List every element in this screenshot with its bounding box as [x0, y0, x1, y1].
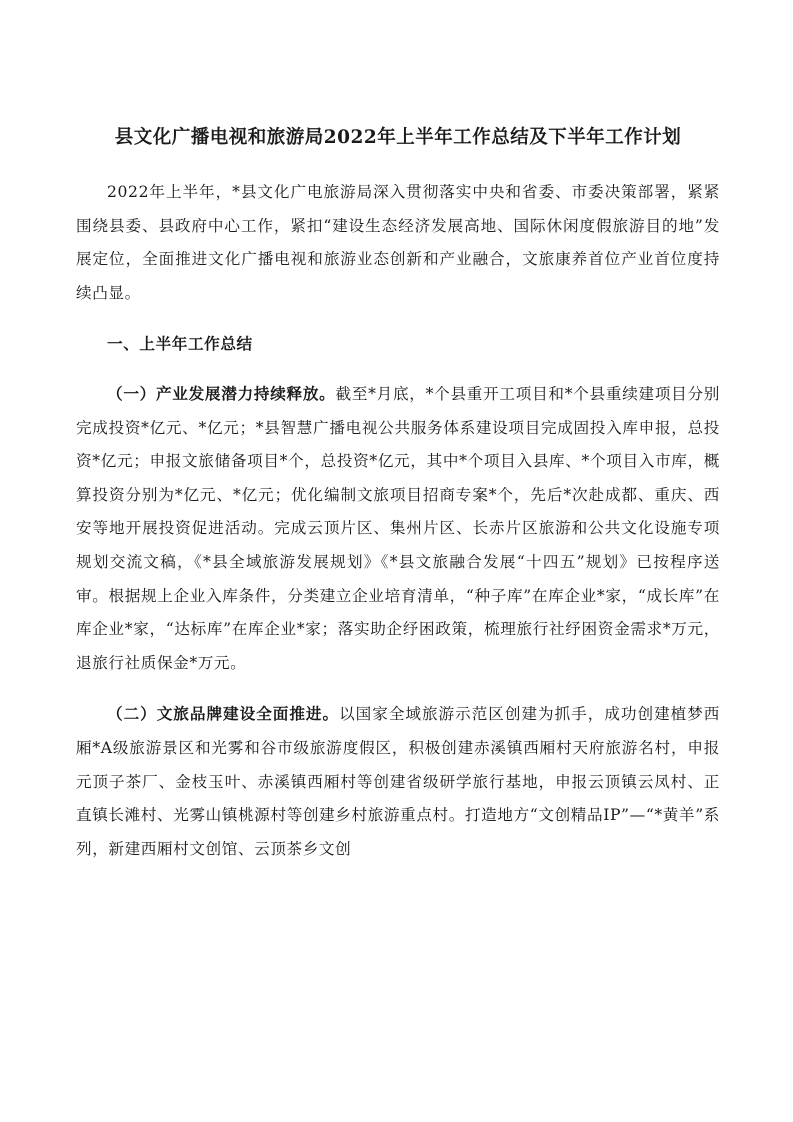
- item-1-lead: （一）产业发展潜力持续释放。: [107, 383, 336, 403]
- intro-paragraph: 2022年上半年，*县文化广电旅游局深入贯彻落实中央和省委、市委决策部署，紧紧围绕县委、县政府中心工作，紧扣“建设生态经济发展高地、国际休闲度假旅游目的地”发展定位，全面推进文化广播电视和旅游业态创新和产业融合，文旅康养首位产业首位度持续凸显。: [76, 183, 720, 302]
- section-heading-1: 一、上半年工作总结: [107, 334, 253, 354]
- item-2-body: 以国家全域旅游示范区创建为抓手，成功创建植梦西厢*A级旅游景区和光雾和谷市级旅游度假区，积极创建赤溪镇西厢村天府旅游名村，申报元顶子茶厂、金枝玉叶、赤溪镇西厢村等创建省级研学旅行基地，申报云顶镇云凤村、正直镇长滩村、光雾山镇桃源村等创建乡村旅游重点村。打造地方“文创精品IP”—“*黄羊”系列，新建西厢村文创馆、云顶茶乡文创: [76, 705, 720, 858]
- item-2-lead: （二）文旅品牌建设全面推进。: [107, 704, 340, 724]
- paragraph-item-1: [76, 377, 720, 680]
- document-title: 县文化广播电视和旅游局2022年上半年工作总结及下半年工作计划: [114, 127, 682, 148]
- item-1-body: 截至*月底，*个县重开工项目和*个县重续建项目分别完成投资*亿元、*亿元；*县智慧广播电视公共服务体系建设项目完成固投入库申报，总投资*亿元；申报文旅储备项目*个，总投资*亿元，其中*个项目入县库、*个项目入市库，概算投资分别为*亿元、*亿元；优化编制文旅项目招商专案*个，先后*次赴成都、重庆、西安等地开展投资促进活动。完成云顶片区、集州片区、长赤片区旅游和公共文化设施专项规划交流文稿，《*县全域旅游发展规划》《*县文旅融合发展“十四五”规划》已按程序送审。根据规上企业入库条件，分类建立企业培育清单，“种子库”在库企业*家，“成长库”在库企业*家，“达标库”在库企业*家；落实助企纾困政策，梳理旅行社纾困资金需求*万元，退旅行社质保金*万元。: [76, 384, 720, 672]
- paragraph-item-2: [76, 697, 720, 866]
